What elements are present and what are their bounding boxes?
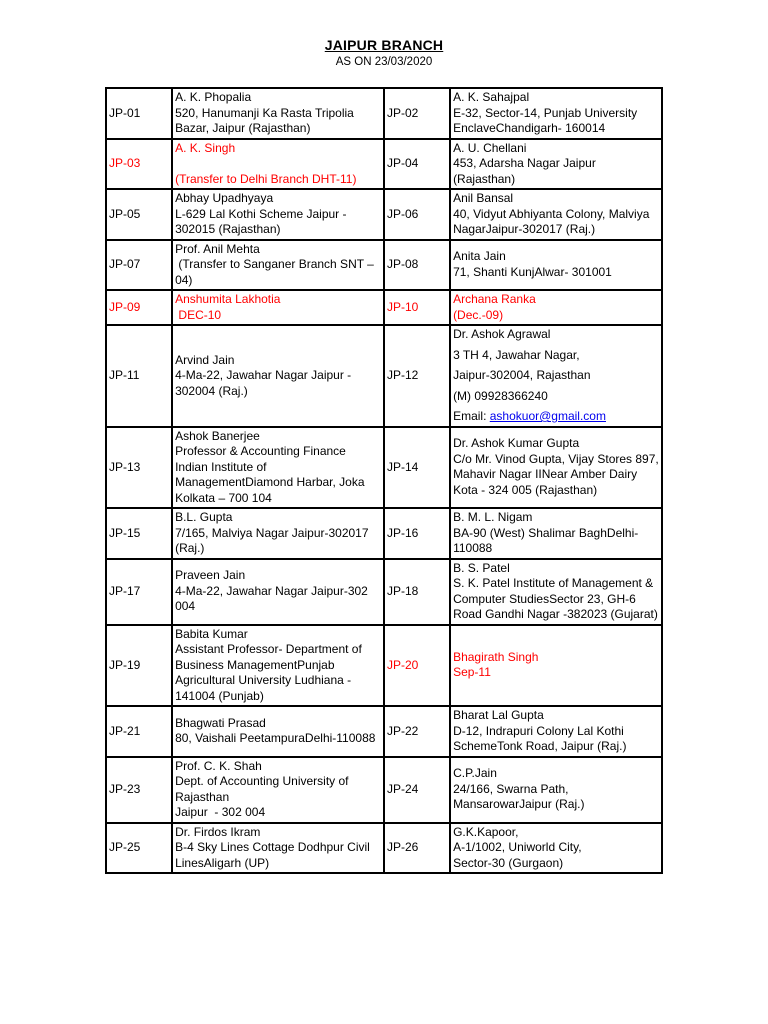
table-row — [106, 88, 662, 139]
member-address-line: 71, Shanti KunjAlwar- 301001 — [453, 264, 612, 279]
member-address-line: A-1/1002, Uniworld City, — [453, 840, 582, 854]
member-details — [172, 139, 384, 190]
member-details — [172, 625, 384, 707]
member-details — [172, 427, 384, 509]
member-code: JP-08 — [384, 240, 450, 291]
member-details — [450, 823, 662, 874]
member-code: JP-20 — [384, 625, 450, 707]
member-details — [172, 706, 384, 757]
member-name: Anita Jain — [453, 249, 506, 264]
member-code: JP-09 — [106, 290, 172, 325]
member-address-line: 3 TH 4, Jawahar Nagar, — [453, 347, 580, 362]
member-code: JP-06 — [384, 189, 450, 240]
member-details — [450, 139, 662, 190]
member-details — [172, 290, 384, 325]
member-code: JP-03 — [106, 139, 172, 190]
member-name: B. M. L. Nigam — [453, 510, 533, 524]
member-address-line: Assistant Professor- Department of Business ManagementPunjab Agricultural University Ludhiana - 141004 (Punjab) — [175, 642, 366, 703]
member-address-line: C/o Mr. Vinod Gupta, Vijay Stores 897, Mahavir Nagar IINear Amber Dairy Kota - 324 005 (Rajasthan) — [453, 451, 663, 497]
member-address-line: 24/166, Swarna Path, MansarowarJaipur (Raj.) — [453, 781, 585, 812]
table-row — [106, 706, 662, 757]
member-name: Praveen Jain — [175, 568, 246, 583]
member-name: Dr. Ashok Kumar Gupta — [453, 436, 580, 451]
member-address-line: B-4 Sky Lines Cottage Dodhpur Civil LinesAligarh (UP) — [175, 840, 374, 870]
member-address-line: Jaipur - 302 004 — [175, 805, 266, 819]
table-row — [106, 508, 662, 559]
member-code: JP-10 — [384, 290, 450, 325]
member-address-line: (M) 09928366240 — [453, 388, 548, 403]
directory-body — [106, 88, 662, 873]
member-name: Ashok Banerjee — [175, 428, 260, 443]
member-code: JP-02 — [384, 88, 450, 139]
member-address-line: BA-90 (West) Shalimar BaghDelhi-110088 — [453, 525, 639, 555]
member-name: Anil Bansal — [453, 191, 514, 205]
member-address-line: DEC-10 — [175, 307, 222, 322]
member-address-line: 7/165, Malviya Nagar Jaipur-302017 (Raj.) — [175, 525, 372, 555]
member-details — [450, 559, 662, 625]
member-details — [172, 823, 384, 874]
member-code: JP-01 — [106, 88, 172, 139]
member-name: Bhagwati Prasad — [175, 715, 266, 730]
member-name: A. K. Sahajpal — [453, 90, 530, 104]
member-address-line: D-12, Indrapuri Colony Lal Kothi SchemeTonk Road, Jaipur (Raj.) — [453, 723, 628, 753]
member-address-line: 453, Adarsha Nagar Jaipur (Rajasthan) — [453, 156, 600, 186]
member-details — [450, 240, 662, 291]
table-row — [106, 427, 662, 509]
member-address-line: Sector-30 (Gurgaon) — [453, 855, 564, 870]
member-directory-table — [105, 87, 663, 874]
member-address-line: Professor & Accounting Finance Indian Institute of ManagementDiamond Harbar, Joka Kolkata – 700 104 — [175, 444, 368, 505]
member-name: G.K.Kapoor, — [453, 824, 519, 839]
email-line — [453, 409, 659, 425]
member-address-line: (Transfer to Sanganer Branch SNT – 04) — [175, 257, 378, 287]
member-details — [450, 189, 662, 240]
member-name: Prof. C. K. Shah — [175, 758, 262, 773]
email-link[interactable]: ashokuor@gmail.com — [489, 409, 606, 423]
member-details — [172, 88, 384, 139]
member-details — [450, 508, 662, 559]
member-code: JP-15 — [106, 508, 172, 559]
table-row — [106, 823, 662, 874]
table-row — [106, 139, 662, 190]
member-details — [172, 325, 384, 427]
member-name: Babita Kumar — [175, 626, 248, 641]
member-address-line: (Dec.-09) — [453, 307, 504, 322]
member-name: A. K. Phopalia — [175, 90, 252, 104]
member-name: Bharat Lal Gupta — [453, 708, 544, 722]
member-code: JP-11 — [106, 325, 172, 427]
member-code: JP-12 — [384, 325, 450, 427]
member-name: Dr. Firdos Ikram — [175, 824, 261, 839]
member-address-line: 520, Hanumanji Ka Rasta Tripolia Bazar, Jaipur (Rajasthan) — [175, 105, 358, 135]
member-code: JP-26 — [384, 823, 450, 874]
member-code: JP-22 — [384, 706, 450, 757]
member-address-line: 40, Vidyut Abhiyanta Colony, Malviya NagarJaipur-302017 (Raj.) — [453, 206, 653, 236]
member-code: JP-16 — [384, 508, 450, 559]
member-details — [172, 240, 384, 291]
member-name: Bhagirath Singh — [453, 649, 539, 664]
member-address-line: (Transfer to Delhi Branch DHT-11) — [175, 171, 357, 186]
email-label: Email: — [453, 409, 490, 423]
member-name: Prof. Anil Mehta — [175, 241, 260, 256]
member-address-line: 4-Ma-22, Jawahar Nagar Jaipur-302 004 — [175, 583, 372, 614]
member-code: JP-07 — [106, 240, 172, 291]
member-address-line: Sep-11 — [453, 665, 491, 680]
member-details — [450, 88, 662, 139]
table-row — [106, 189, 662, 240]
member-name: B.L. Gupta — [175, 510, 233, 524]
member-name: C.P.Jain — [453, 766, 497, 781]
member-address-line: E-32, Sector-14, Punjab University EnclaveChandigarh- 160014 — [453, 105, 641, 135]
member-details — [450, 325, 662, 427]
member-name: Dr. Ashok Agrawal — [453, 327, 551, 341]
member-name: Archana Ranka — [453, 292, 536, 306]
member-name: A. K. Singh — [175, 140, 236, 155]
member-code: JP-19 — [106, 625, 172, 707]
member-code: JP-05 — [106, 189, 172, 240]
member-details — [172, 508, 384, 559]
member-name: B. S. Patel — [453, 560, 510, 575]
member-code: JP-04 — [384, 139, 450, 190]
member-address-line: L-629 Lal Kothi Scheme Jaipur - 302015 (Rajasthan) — [175, 206, 350, 236]
member-address-line — [175, 156, 381, 172]
table-row — [106, 240, 662, 291]
member-details — [450, 427, 662, 509]
member-address-line: Dept. of Accounting University of Rajasthan — [175, 774, 352, 804]
member-address-line: 80, Vaishali PeetampuraDelhi-110088 — [175, 731, 376, 746]
member-code: JP-17 — [106, 559, 172, 625]
member-code: JP-23 — [106, 757, 172, 823]
member-details — [172, 189, 384, 240]
member-name: Abhay Upadhyaya — [175, 191, 274, 205]
member-code: JP-14 — [384, 427, 450, 509]
member-details — [172, 559, 384, 625]
page-title: JAIPUR BRANCH — [324, 37, 444, 53]
member-code: JP-25 — [106, 823, 172, 874]
member-code: JP-18 — [384, 559, 450, 625]
member-name: Arvind Jain — [175, 352, 235, 367]
member-details — [450, 290, 662, 325]
member-code: JP-24 — [384, 757, 450, 823]
member-details — [450, 757, 662, 823]
page-subtitle: AS ON 23/03/2020 — [335, 56, 433, 68]
member-address-line: S. K. Patel Institute of Management & Computer StudiesSector 23, GH-6 Road Gandhi Nagar -382023 (Gujarat) — [453, 576, 658, 621]
member-details — [450, 706, 662, 757]
table-row — [106, 757, 662, 823]
table-row — [106, 290, 662, 325]
member-code: JP-21 — [106, 706, 172, 757]
member-address-line: Jaipur-302004, Rajasthan — [453, 368, 591, 382]
table-row — [106, 625, 662, 707]
member-details — [450, 625, 662, 707]
table-row — [106, 325, 662, 427]
member-code: JP-13 — [106, 427, 172, 509]
member-name: Anshumita Lakhotia — [175, 292, 281, 306]
member-address-line: 4-Ma-22, Jawahar Nagar Jaipur - 302004 (Raj.) — [175, 368, 355, 398]
member-details — [172, 757, 384, 823]
member-name: A. U. Chellani — [453, 140, 527, 155]
table-row — [106, 559, 662, 625]
